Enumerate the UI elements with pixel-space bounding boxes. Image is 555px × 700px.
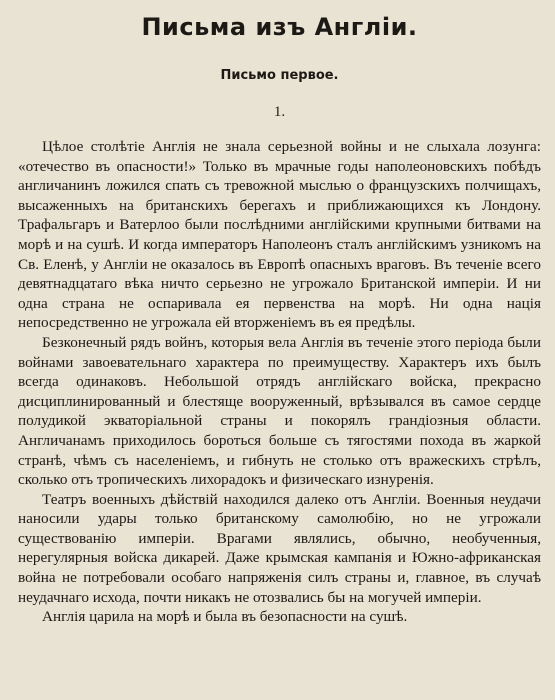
paragraph-1: Цѣлое столѣтіе Англія не знала серьезной войны и не слыхала лозунга: «отечество въ опасности!» Только въ мрачные годы наполеоновскихъ побѣдъ англичанинъ ложился спать съ тревожной мыслью о французскихъ полчищахъ, высаженныхъ на британскихъ берегахъ и приближающихся къ Лондону. Трафальгаръ и Ватерлоо были послѣдними англійскими крупными битвами на морѣ и на сушѣ. И когда императоръ Наполеонъ сталъ англійскимъ узникомъ на Св. Еленѣ, у Англіи не оказалось въ Европѣ опасныхъ враговъ. Въ теченіе всего девятнадцатаго вѣка ничто серьезно не угрожало Британской имперіи. И ни одна страна не оспаривала ея первенства на морѣ. Ни одна нація непосредственно не угрожала ей вторженіемъ въ ея предѣлы. [18,138,541,332]
paragraph-4: Англія царила на морѣ и была въ безопасности на сушѣ. [42,608,408,626]
paragraph-2: Безконечный рядъ войнъ, которыя вела Англія въ теченіе этого періода были войнами завоевательнаго характера по преимуществу. Характеръ ихъ былъ всегда одинаковъ. Небольшой отрядъ англійскаго войска, прекрасно дисциплинированный и блестяще вооруженный, врѣзывался въ самое сердце полудикой экваторіальной страны и покорялъ грандіозныя области. Англичанамъ приходилось бороться больше съ тягостями похода въ жаркой странѣ, чѣмъ съ населеніемъ, и гибнуть не столько отъ вражескихъ стрѣлъ, сколько отъ тропическихъ лихорадокъ и физическаго изнуренія. [18,333,541,489]
section-number: 1. [273,104,286,120]
paragraph-3: Театръ военныхъ дѣйствій находился далеко отъ Англіи. Военныя неудачи наносили удары только британскому самолюбію, но не угрожали существованію имперіи. Врагами являлись, обычно, необученныя, нерегулярныя войска дикарей. Даже крымская кампанія и Южно-африканская война не потребовали особаго напряженія силъ страны и, главное, въ случаѣ неудачнаго исхода, почти никакъ не отозвались бы на могучей имперіи. [18,490,541,606]
document-title: Письма изъ Англіи. [141,13,418,41]
letter-heading: Письмо первое. [220,68,339,83]
body-text [18,137,541,627]
